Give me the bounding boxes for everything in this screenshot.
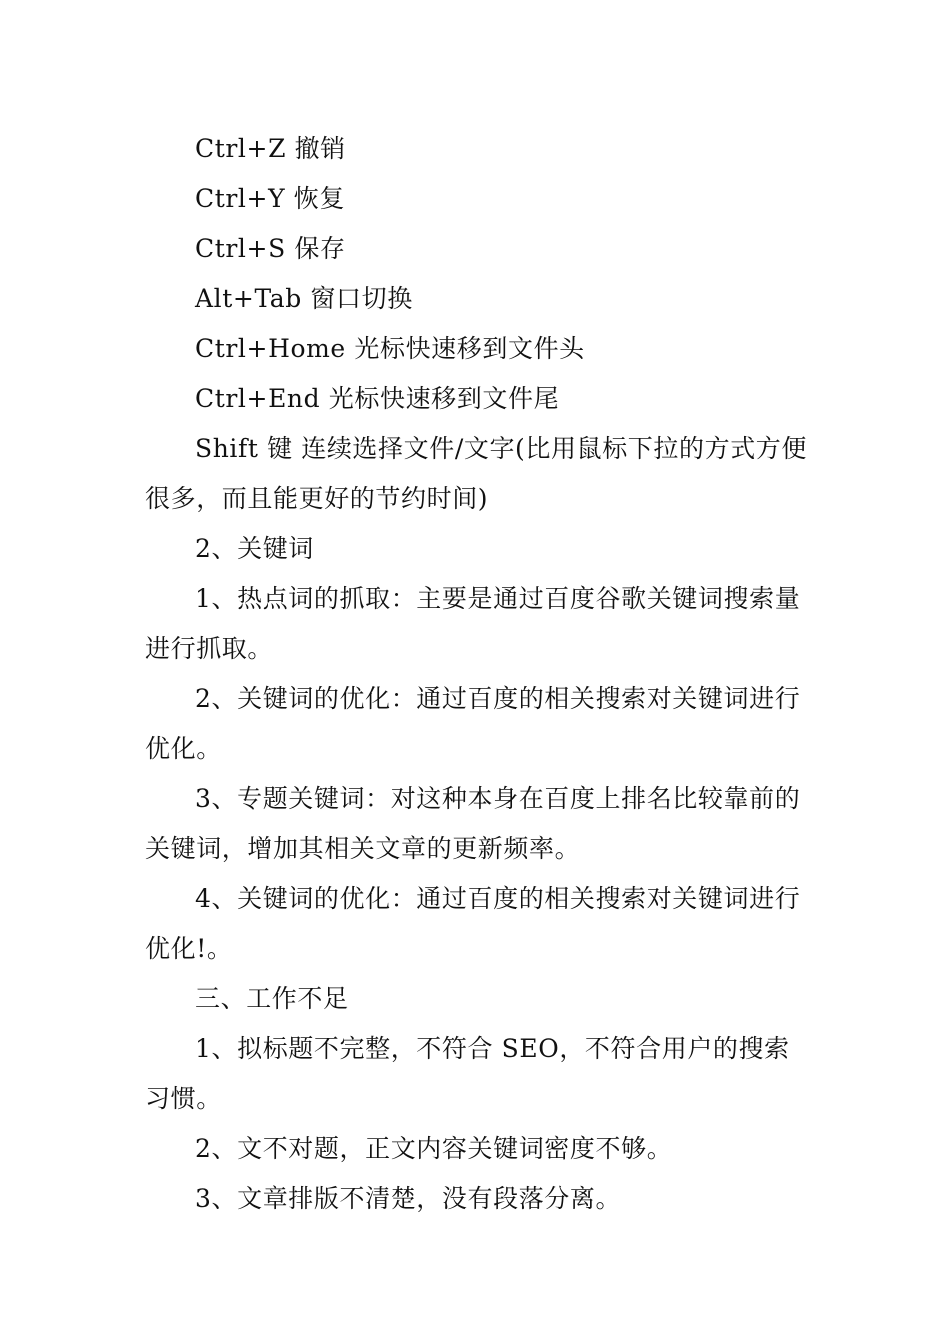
keyword-paragraph-2: 2、关键词的优化：通过百度的相关搜索对关键词进行优化。 [145,684,801,763]
shortcut-save-line: Ctrl+S 保存 [195,234,346,263]
keyword-paragraph-4: 4、关键词的优化：通过百度的相关搜索对关键词进行优化!。 [145,884,801,963]
section-heading-keywords: 2、关键词 [195,534,314,563]
document-body [145,124,810,1224]
shortcut-home-line: Ctrl+Home 光标快速移到文件头 [195,334,585,363]
shortcoming-paragraph-1: 1、拟标题不完整，不符合 SEO，不符合用户的搜索习惯。 [145,1034,790,1113]
keyword-paragraph-3: 3、专题关键词：对这种本身在百度上排名比较靠前的关键词，增加其相关文章的更新频率。 [145,784,801,863]
shortcut-switch-window-line: Alt+Tab 窗口切换 [195,284,413,313]
shortcut-end-line: Ctrl+End 光标快速移到文件尾 [195,384,560,413]
keyword-paragraph-1: 1、热点词的抓取：主要是通过百度谷歌关键词搜索量进行抓取。 [145,584,801,663]
section-heading-work-shortcomings: 三、工作不足 [195,984,349,1013]
shortcut-undo-line: Ctrl+Z 撤销 [195,134,346,163]
shortcut-redo-line: Ctrl+Y 恢复 [195,184,345,213]
shortcut-shift-paragraph: Shift 键 连续选择文件/文字(比用鼠标下拉的方式方便很多，而且能更好的节约时间) [145,434,807,513]
shortcoming-paragraph-2: 2、文不对题，正文内容关键词密度不够。 [195,1134,673,1163]
shortcoming-paragraph-3: 3、文章排版不清楚，没有段落分离。 [195,1184,622,1213]
